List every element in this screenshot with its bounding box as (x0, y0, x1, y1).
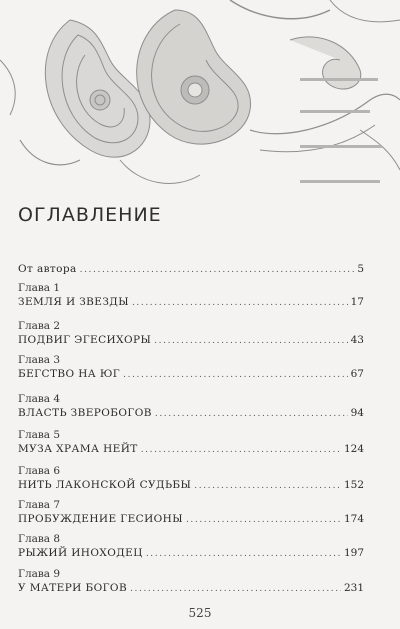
page-number-footer: 525 (188, 606, 212, 620)
toc-entry-chapter-9[interactable] (18, 568, 364, 596)
leader-dots (154, 334, 347, 348)
toc-line (18, 581, 364, 596)
paisley-ornament-icon (0, 0, 400, 200)
entry-title: ПОДВИГ ЭГЕСИХОРЫ (18, 334, 152, 346)
toc-line (18, 442, 364, 457)
page-number: 43 (350, 334, 364, 346)
toc-entry-chapter-6[interactable] (18, 465, 364, 493)
toc-line (18, 406, 364, 421)
chapter-label: Глава 8 (18, 533, 61, 545)
page-title: ОГЛАВЛЕНИЕ (18, 204, 162, 226)
chapter-label: Глава 7 (18, 499, 61, 511)
leader-dots (155, 407, 348, 421)
chapter-label: Глава 4 (18, 393, 61, 405)
entry-title: У МАТЕРИ БОГОВ (18, 582, 128, 594)
entry-title: РЫЖИЙ ИНОХОДЕЦ (18, 547, 143, 559)
page-number: 174 (343, 513, 364, 525)
leader-dots (194, 479, 341, 493)
page-number: 67 (350, 368, 364, 380)
chapter-label: Глава 9 (18, 568, 61, 580)
chapter-label: Глава 5 (18, 429, 61, 441)
leader-dots (132, 296, 348, 310)
toc-line (18, 512, 364, 527)
entry-title: ВЛАСТЬ ЗВЕРОБОГОВ (18, 407, 152, 419)
chapter-label: Глава 6 (18, 465, 61, 477)
toc-line (18, 262, 364, 277)
toc-line (18, 546, 364, 561)
page-number: 5 (357, 263, 364, 275)
leader-dots (80, 263, 355, 277)
leader-dots (141, 443, 341, 457)
chapter-label: Глава 1 (18, 282, 61, 294)
leader-dots (146, 547, 341, 561)
toc-entry-chapter-5[interactable] (18, 429, 364, 457)
toc-entry-chapter-7[interactable] (18, 499, 364, 527)
toc-entry-chapter-2[interactable] (18, 320, 364, 348)
page-number: 231 (343, 582, 364, 594)
chapter-label: Глава 2 (18, 320, 61, 332)
entry-title: МУЗА ХРАМА НЕЙТ (18, 443, 138, 455)
page-number: 94 (350, 407, 364, 419)
page-number: 152 (343, 479, 364, 491)
toc-entry-chapter-1[interactable] (18, 282, 364, 310)
entry-title: ЗЕМЛЯ И ЗВЕЗДЫ (18, 296, 129, 308)
toc-entry-preface[interactable] (18, 262, 364, 277)
toc-entry-chapter-4[interactable] (18, 393, 364, 421)
leader-dots (186, 513, 341, 527)
entry-title: ПРОБУЖДЕНИЕ ГЕСИОНЫ (18, 513, 183, 525)
toc-line (18, 295, 364, 310)
toc-entry-chapter-8[interactable] (18, 533, 364, 561)
toc-line (18, 478, 364, 493)
chapter-label: Глава 3 (18, 354, 61, 366)
entry-title: БЕГСТВО НА ЮГ (18, 368, 121, 380)
page-number: 17 (350, 296, 364, 308)
page-number: 124 (343, 443, 364, 455)
toc-line (18, 333, 364, 348)
toc-entry-chapter-3[interactable] (18, 354, 364, 382)
page-number: 197 (343, 547, 364, 559)
entry-title: От автора (18, 263, 77, 275)
leader-dots (130, 582, 341, 596)
entry-title: НИТЬ ЛАКОНСКОЙ СУДЬБЫ (18, 479, 192, 491)
toc-line (18, 367, 364, 382)
leader-dots (123, 368, 347, 382)
